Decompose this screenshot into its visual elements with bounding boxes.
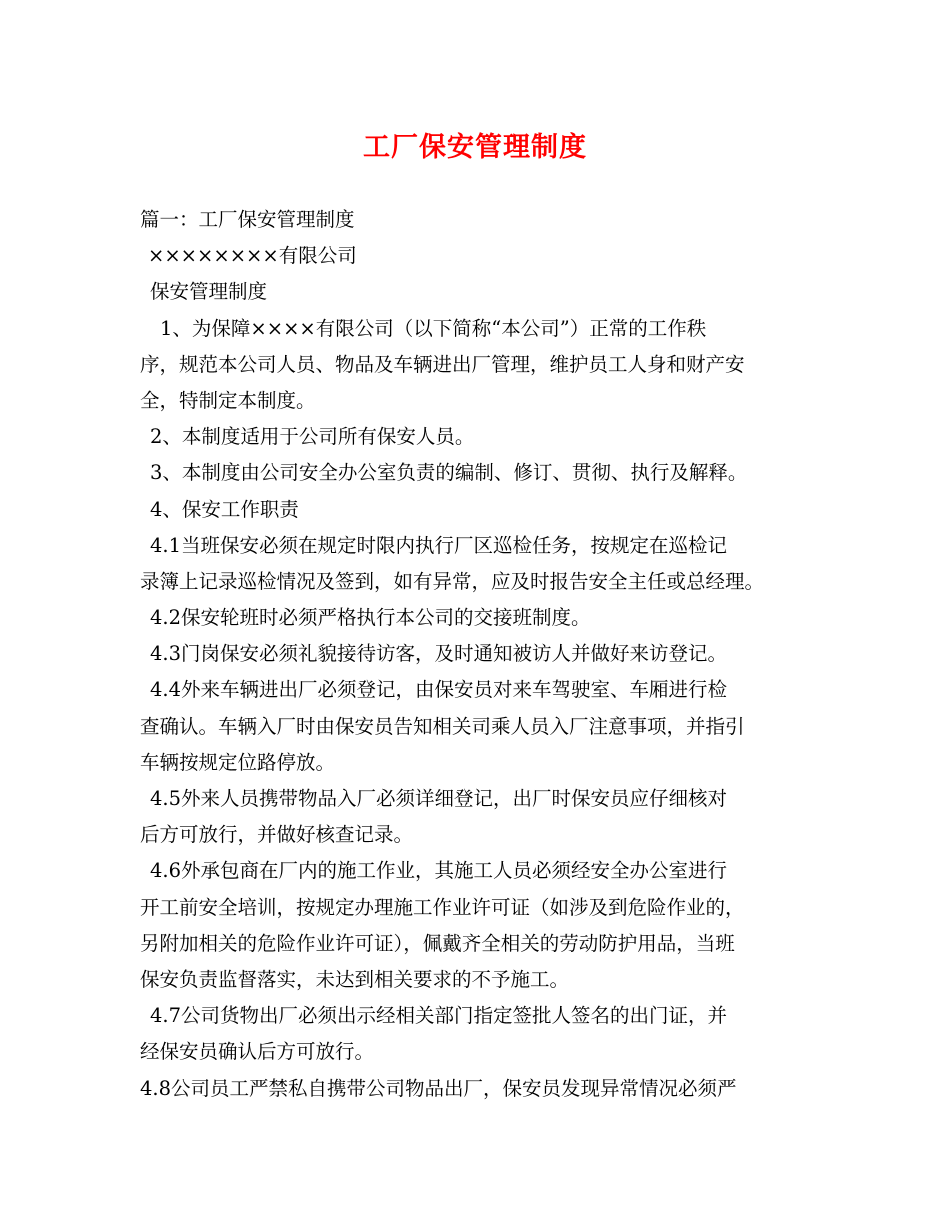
body-line: 车辆按规定位路停放。 [140, 750, 336, 774]
body-line: 3、本制度由公司安全办公室负责的编制、修订、贯彻、执行及解释。 [150, 461, 748, 485]
body-line: 4、保安工作职责 [150, 497, 299, 521]
body-line: 4.1当班保安必须在规定时限内执行厂区巡检任务，按规定在巡检记 [150, 533, 728, 557]
body-line: 4.4外来车辆进出厂必须登记，由保安员对来车驾驶室、车厢进行检 [150, 678, 728, 702]
body-line: 另附加相关的危险作业许可证），佩戴齐全相关的劳动防护用品，当班 [140, 931, 735, 955]
body-line: 4.3门岗保安必须礼貌接待访客，及时通知被访人并做好来访登记。 [150, 642, 728, 666]
body-line: 4.5外来人员携带物品入厂必须详细登记，出厂时保安员应仔细核对 [150, 787, 728, 810]
document-body [140, 202, 830, 1107]
body-line: 后方可放行，并做好核查记录。 [140, 823, 414, 847]
body-line: 录簿上记录巡检情况及签到，如有异常，应及时报告安全主任或总经理。 [140, 569, 765, 593]
body-line: 4.8公司员工严禁私自携带公司物品出厂，保安员发现异常情况必须严 [140, 1076, 737, 1100]
body-line: 保安管理制度 [150, 280, 268, 304]
body-line: 4.6外承包商在厂内的施工作业，其施工人员必须经安全办公室进行 [150, 859, 728, 883]
body-line: 保安负责监督落实，未达到相关要求的不予施工。 [140, 967, 570, 991]
body-line: 2、本制度适用于公司所有保安人员。 [150, 425, 475, 449]
body-line: 开工前安全培训，按规定办理施工作业许可证（如涉及到危险作业的， [140, 895, 745, 919]
document-title: 工厂保安管理制度 [363, 132, 587, 163]
body-line: 查确认。车辆入厂时由保安员告知相关司乘人员入厂注意事项，并指引 [140, 714, 745, 738]
body-line: 篇一：工厂保安管理制度 [140, 208, 355, 231]
body-line: 4.7公司货物出厂必须出示经相关部门指定签批人签名的出门证，并 [150, 1004, 728, 1028]
body-line: 全，特制定本制度。 [140, 388, 316, 412]
body-line: 序，规范本公司人员、物品及车辆进出厂管理，维护员工人身和财产安 [140, 352, 745, 376]
body-line: 1、为保障××××有限公司（以下简称“本公司”）正常的工作秩 [160, 316, 707, 340]
body-line: ××××××××有限公司 [148, 244, 357, 268]
body-line: 经保安员确认后方可放行。 [140, 1040, 375, 1064]
body-line: 4.2保安轮班时必须严格执行本公司的交接班制度。 [150, 606, 591, 630]
